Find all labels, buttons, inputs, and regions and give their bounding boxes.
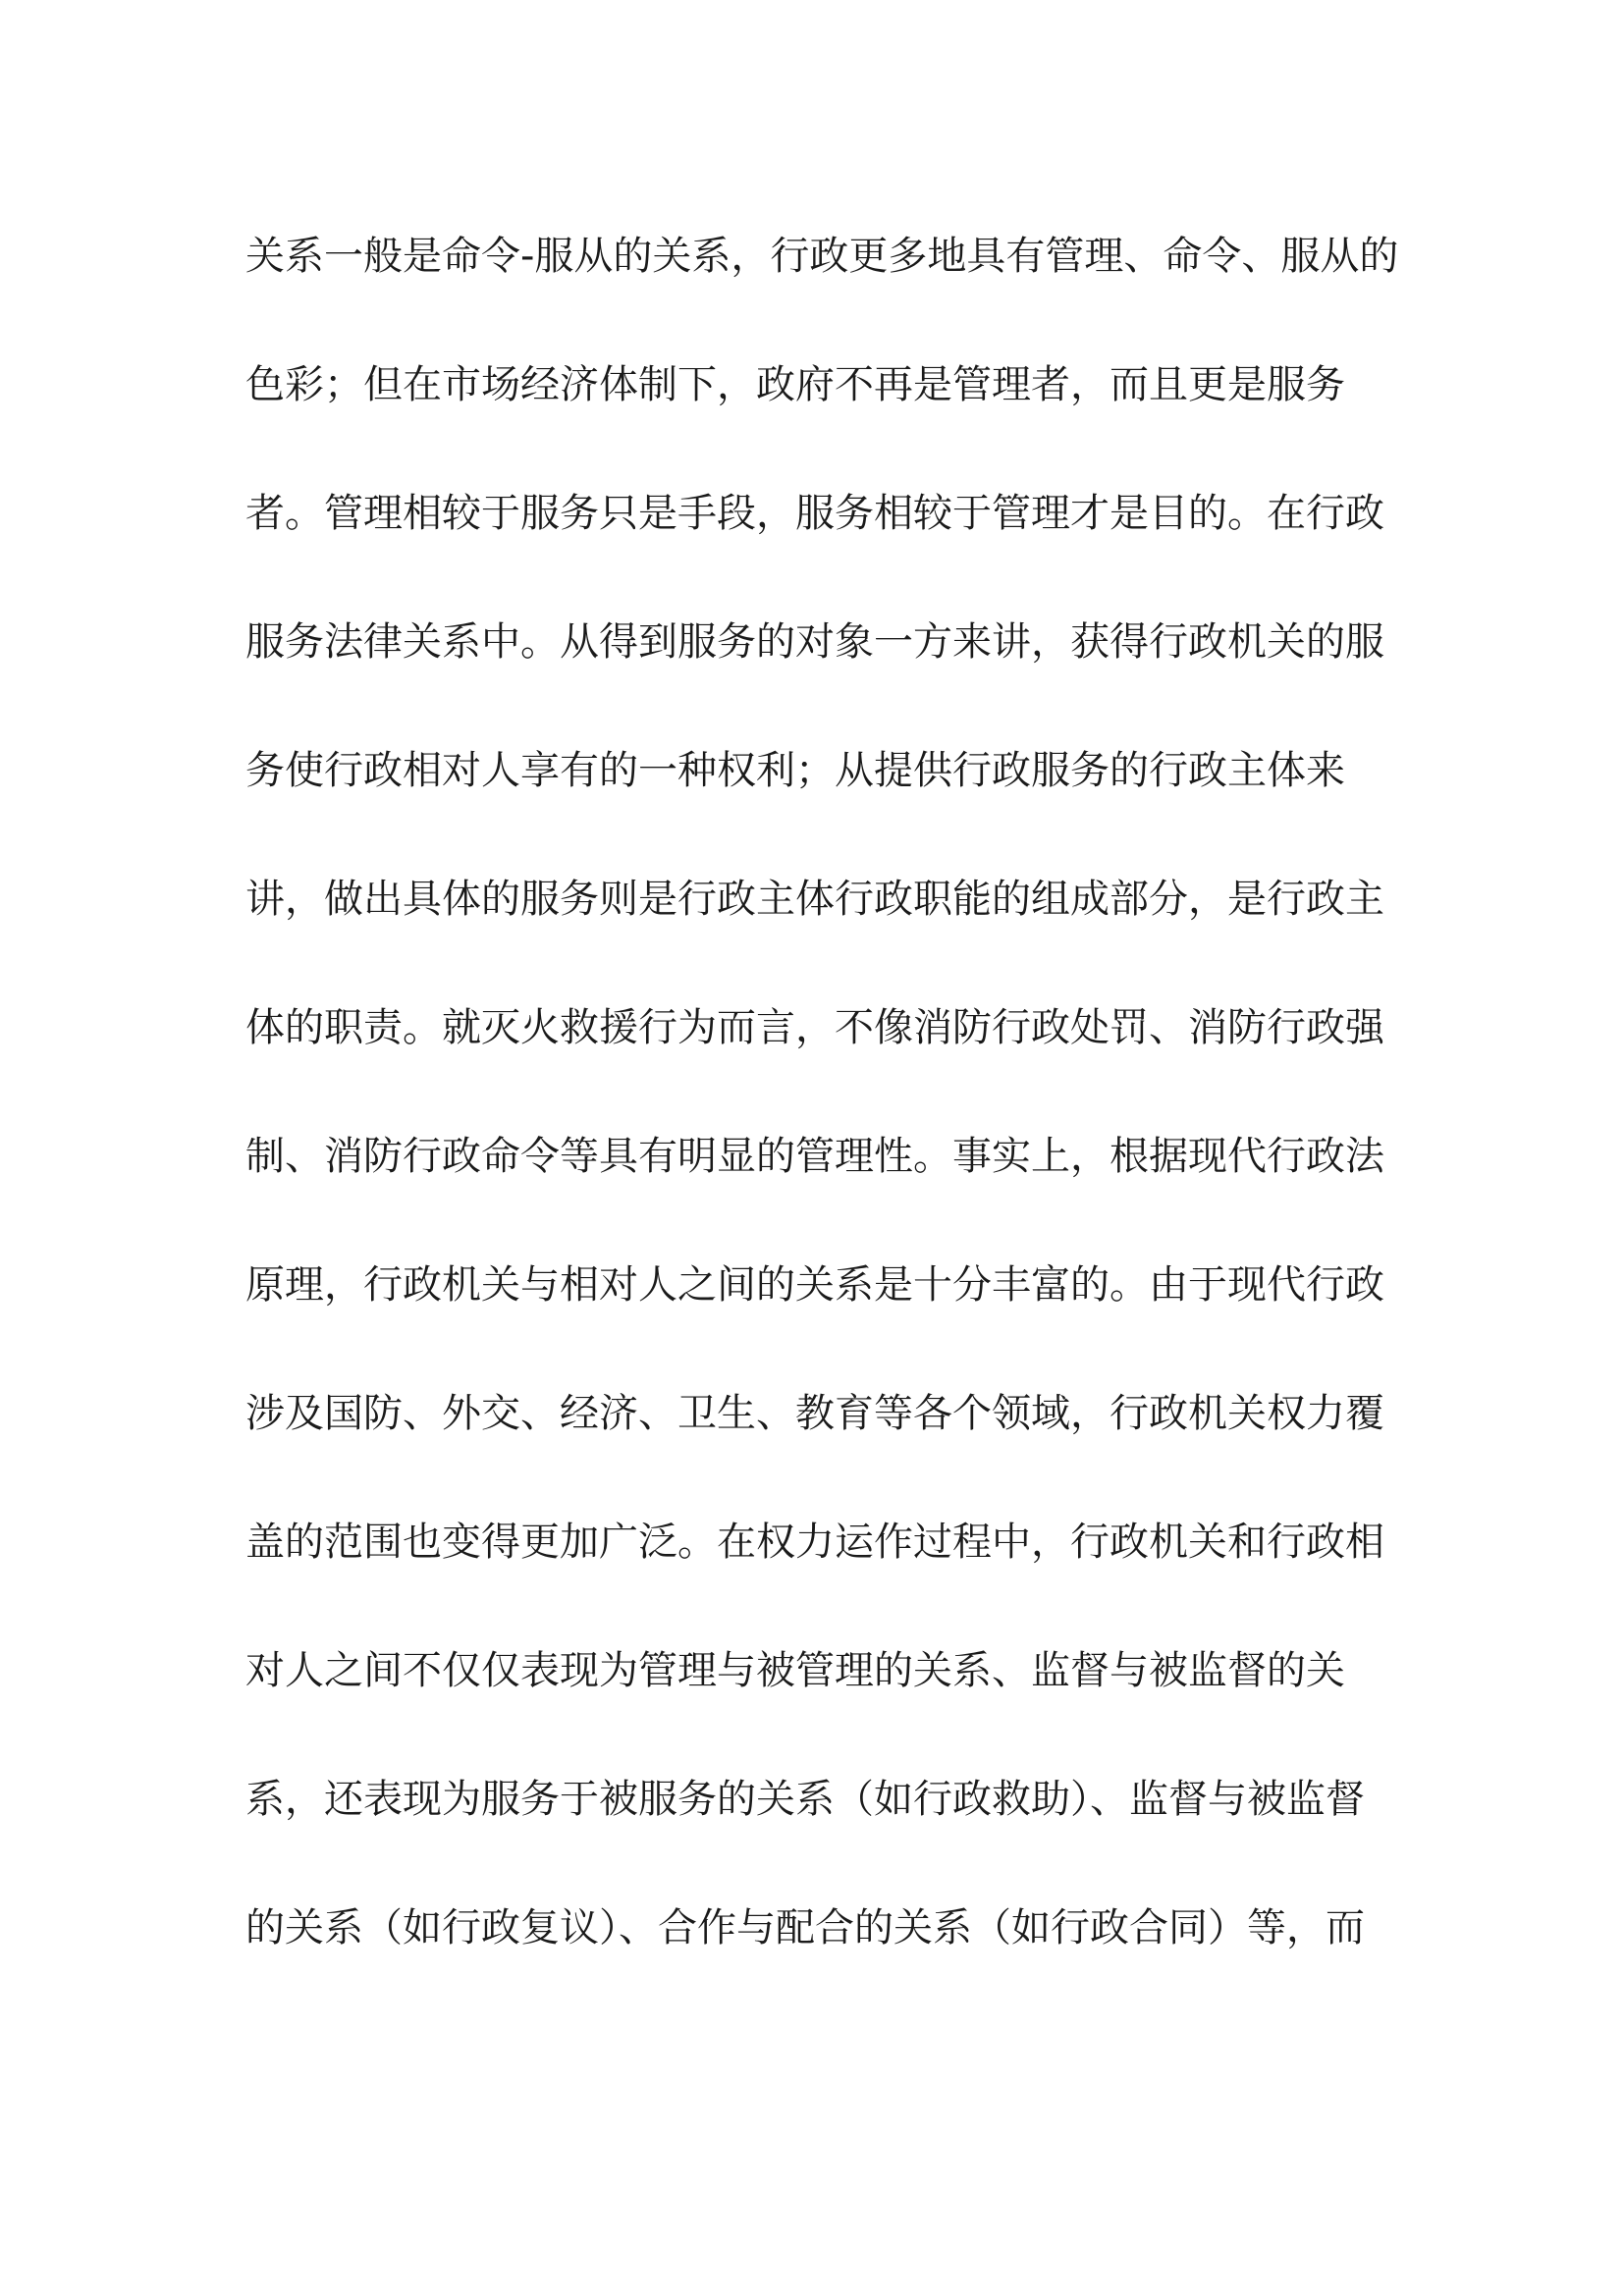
text-line: 体的职责。就灭火救援行为而言，不像消防行政处罚、消防行政强	[245, 1005, 1384, 1050]
text-line: 者。管理相较于服务只是手段，服务相较于管理才是目的。在行政	[245, 491, 1384, 536]
text-line: 讲，做出具体的服务则是行政主体行政职能的组成部分，是行政主	[245, 877, 1384, 922]
text-line: 的关系（如行政复议）、合作与配合的关系（如行政合同）等，而	[245, 1905, 1365, 1950]
text-line: 涉及国防、外交、经济、卫生、教育等各个领域，行政机关权力覆	[245, 1391, 1384, 1436]
text-line: 对人之间不仅仅表现为管理与被管理的关系、监督与被监督的关	[245, 1648, 1345, 1693]
text-line: 色彩；但在市场经济体制下，政府不再是管理者，而且更是服务	[245, 362, 1345, 407]
text-line: 系，还表现为服务于被服务的关系（如行政救助）、监督与被监督	[245, 1777, 1365, 1822]
text-line: 关系一般是命令-服从的关系，行政更多地具有管理、命令、服从的	[245, 234, 1399, 279]
text-line: 务使行政相对人享有的一种权利；从提供行政服务的行政主体来	[245, 748, 1345, 793]
body-paragraph	[245, 226, 1399, 2026]
text-line: 原理，行政机关与相对人之间的关系是十分丰富的。由于现代行政	[245, 1262, 1384, 1308]
text-line: 盖的范围也变得更加广泛。在权力运作过程中，行政机关和行政相	[245, 1520, 1384, 1565]
text-line: 服务法律关系中。从得到服务的对象一方来讲，获得行政机关的服	[245, 619, 1384, 665]
text-line: 制、消防行政命令等具有明显的管理性。事实上，根据现代行政法	[245, 1134, 1384, 1179]
